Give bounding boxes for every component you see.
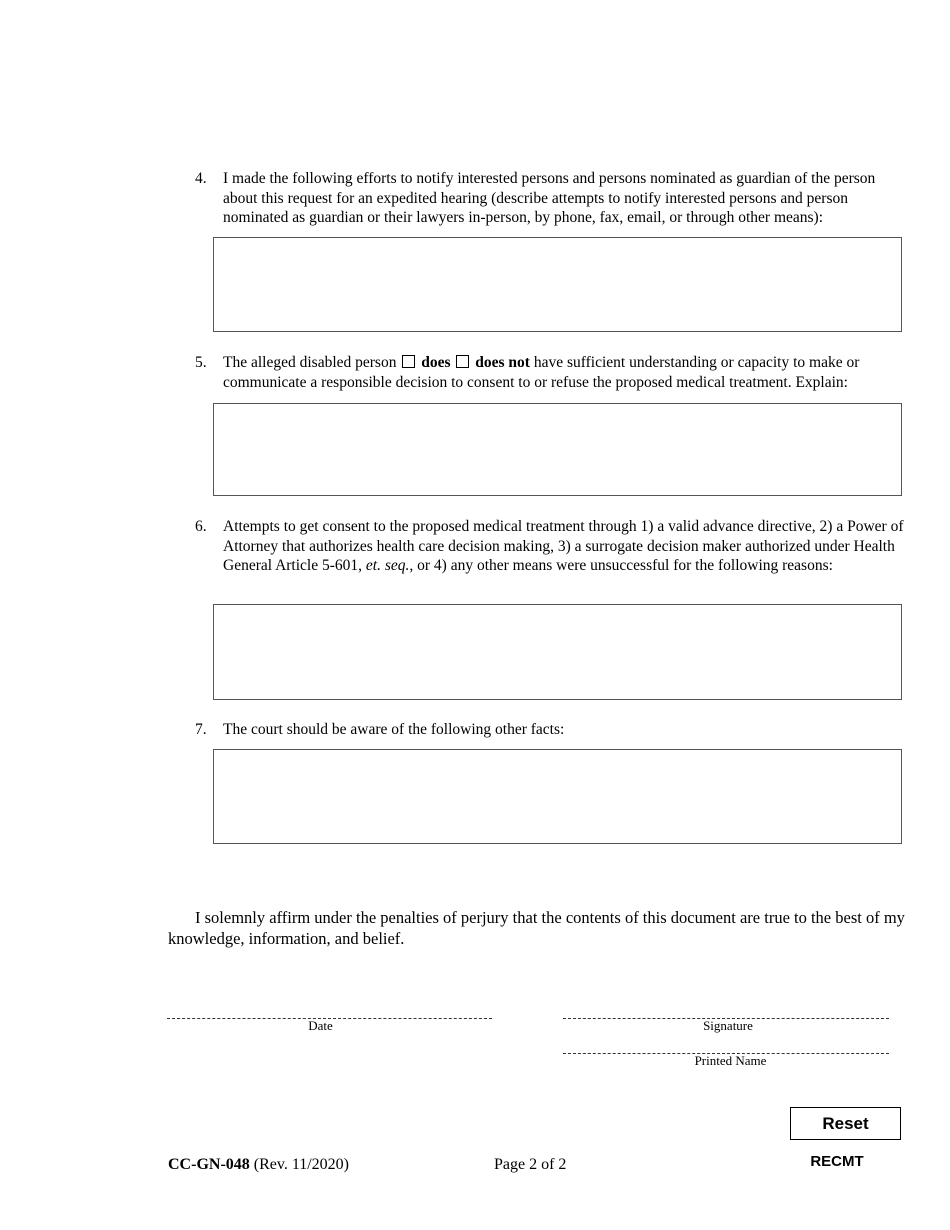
signature-label: Signature [703, 1018, 753, 1033]
capacity-explain-field[interactable] [213, 403, 902, 496]
form-code-label: RECMT [810, 1153, 864, 1170]
item-text: The court should be aware of the following other facts: [223, 721, 565, 738]
item-text-after: have sufficient understanding or capacity to make or communicate a responsible decision to consent to or refuse the proposed medical treatment. Explain: [223, 354, 860, 391]
footer-form-id [168, 1156, 349, 1174]
affirmation-text: I solemnly affirm under the penalties of perjury that the contents of this document are true to the best of my knowledge, information, and belief. [168, 908, 905, 948]
form-id: CC-GN-048 [168, 1156, 250, 1173]
form-revision: (Rev. 11/2020) [253, 1156, 350, 1173]
does-not-checkbox[interactable] [456, 355, 469, 368]
other-facts-field[interactable] [213, 749, 902, 844]
item-text [223, 517, 911, 576]
printed-name-label: Printed Name [694, 1053, 767, 1068]
does-checkbox[interactable] [402, 355, 415, 368]
does-option-label: does [421, 354, 451, 371]
item-text-italic: et. seq., [365, 557, 414, 574]
item-text: I made the following efforts to notify interested persons and persons nominated as guardian of the person about this request for an expedited hearing (describe attempts to notify interested persons and person nominated as guardian or their lawyers in-person, by phone, fax, email, or through other means): [223, 170, 876, 226]
item-number: 4. [195, 170, 207, 187]
consent-reasons-field[interactable] [213, 604, 902, 700]
notify-efforts-field[interactable] [213, 237, 902, 332]
item-text-after: or 4) any other means were unsuccessful for the following reasons: [417, 557, 833, 574]
item-number: 6. [195, 518, 207, 535]
item-text [223, 353, 911, 392]
reset-button[interactable]: Reset [790, 1107, 901, 1140]
item-text-before: Attempts to get consent to the proposed medical treatment through 1) a valid advance directive, 2) a Power of Attorney that authorizes health care decision making, 3) a surrogate decision maker authorized under Health General Article 5-601, [223, 518, 904, 574]
page-number: Page 2 of 2 [494, 1156, 567, 1173]
does-not-option-label: does not [475, 354, 530, 371]
item-text-before: The alleged disabled person [223, 354, 397, 371]
item-number: 5. [195, 354, 207, 371]
item-number: 7. [195, 721, 207, 738]
date-label: Date [308, 1018, 333, 1033]
